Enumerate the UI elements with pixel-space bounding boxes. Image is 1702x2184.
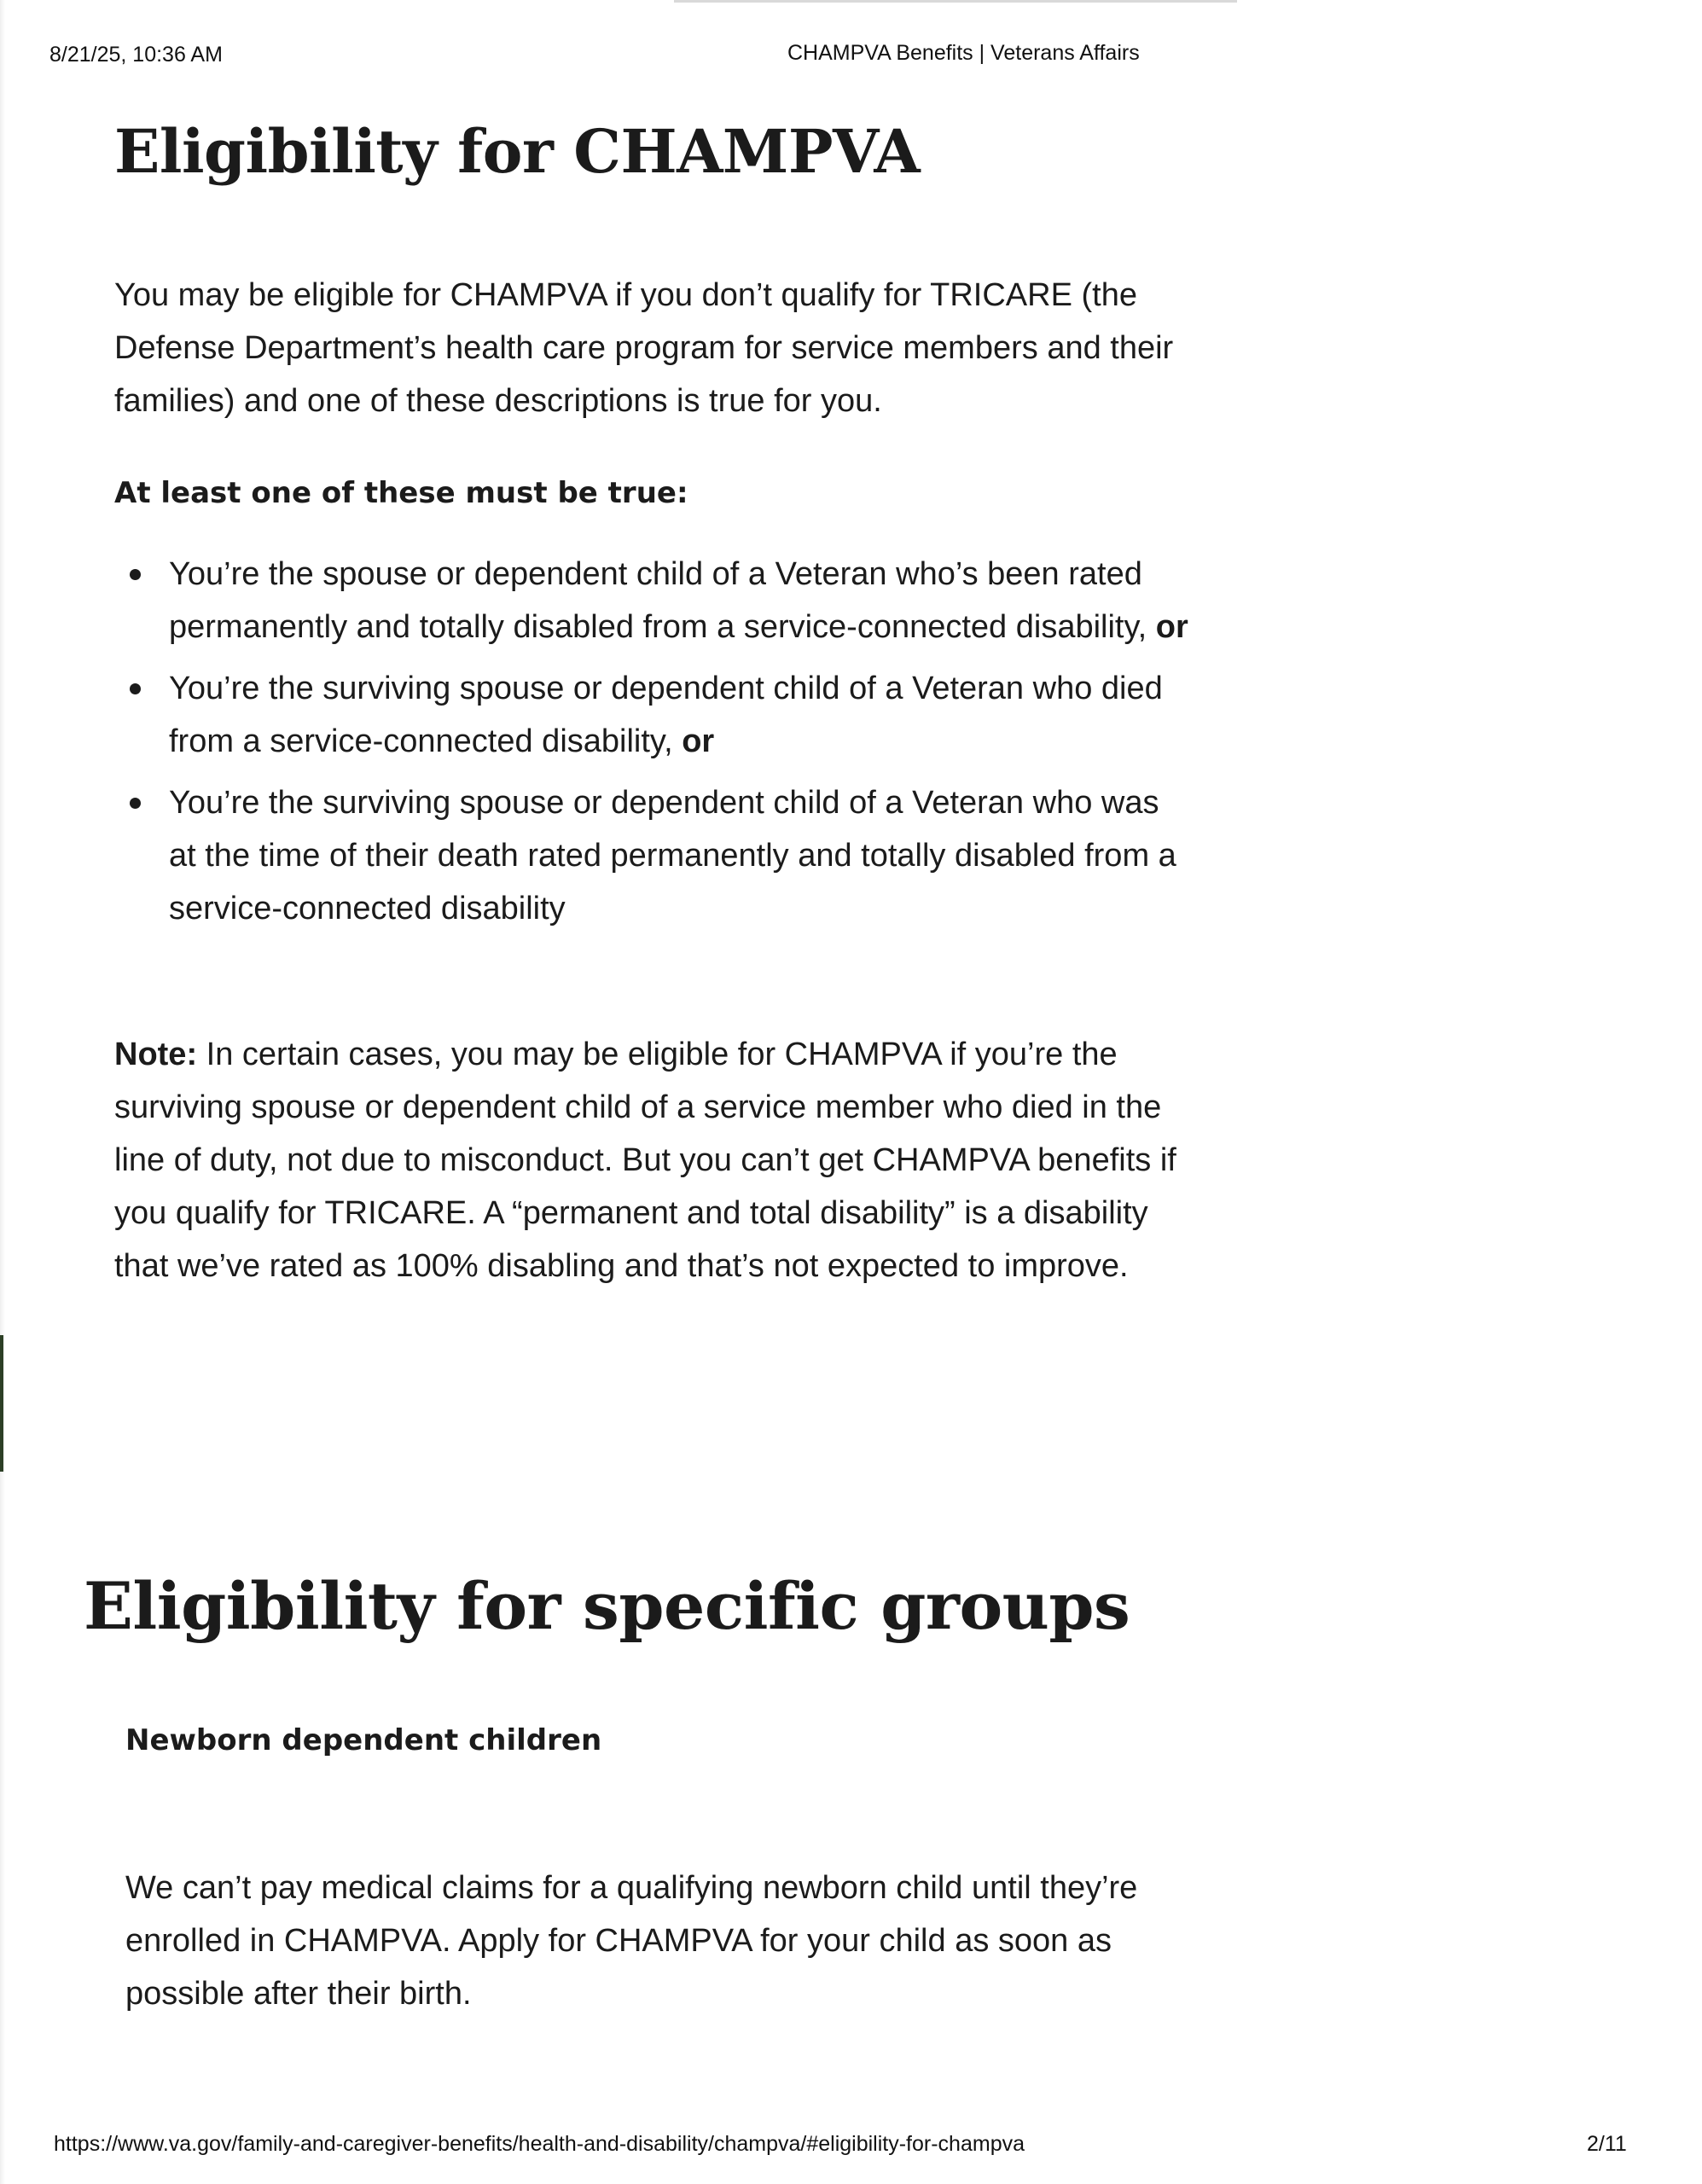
- intro-paragraph: You may be eligible for CHAMPVA if you don’t qualify for TRICARE (the Defense Department’s health care program for service members and their families) and one of these descriptions is true for you.: [114, 277, 1174, 419]
- print-date: 8/21/25, 10:36 AM: [49, 43, 223, 67]
- list-item: [114, 776, 1189, 935]
- heading-specific-groups: Eligibility for specific groups: [84, 1568, 1130, 1644]
- list-item-conjunction: or: [682, 723, 715, 759]
- print-page-title: CHAMPVA Benefits | Veterans Affairs: [787, 41, 1140, 65]
- list-item-text: You’re the surviving spouse or dependent child of a Veteran who died from a service-connected disability,: [169, 671, 1163, 759]
- list-item-text: You’re the surviving spouse or dependent child of a Veteran who was at the time of their death rated permanently and totally disabled from a service-connected disability: [169, 785, 1176, 926]
- binder-mark: [0, 1335, 3, 1472]
- newborn-paragraph: We can’t pay medical claims for a qualifying newborn child until they’re enrolled in CHAMPVA. Apply for CHAMPVA for your child as soon as possible after their birth.: [125, 1870, 1138, 2012]
- subheading-newborn-children: Newborn dependent children: [125, 1723, 602, 1757]
- bullet-icon: [130, 683, 141, 694]
- note-label: Note:: [114, 1037, 198, 1072]
- eligibility-list: [114, 548, 1189, 944]
- list-item: [114, 548, 1189, 653]
- print-page-number: 2/11: [1587, 2132, 1627, 2156]
- bullet-icon: [130, 798, 141, 809]
- list-item: [114, 662, 1189, 768]
- subheading-must-be-true: At least one of these must be true:: [114, 476, 688, 510]
- list-item-text: You’re the spouse or dependent child of a Veteran who’s been rated permanently and totally disabled from a service-connected disability,: [169, 556, 1156, 645]
- scan-top-rule: [674, 0, 1237, 3]
- note-paragraph: [114, 1028, 1181, 1292]
- heading-eligibility-champva: Eligibility for CHAMPVA: [114, 116, 921, 187]
- bullet-icon: [130, 569, 141, 580]
- list-item-conjunction: or: [1155, 609, 1188, 645]
- note-text: In certain cases, you may be eligible for CHAMPVA if you’re the surviving spouse or dependent child of a service member who died in the line of duty, not due to misconduct. But you can’t get CHAMPVA benefits if you qualify for TRICARE. A “permanent and total disability” is a disability that we’ve rated as 100% disabling and that’s not expected to improve.: [114, 1037, 1176, 1284]
- scan-edge: [0, 0, 5, 2184]
- print-footer-url: https://www.va.gov/family-and-caregiver-benefits/health-and-disability/champva/#eligibility-for-champva: [54, 2132, 1025, 2156]
